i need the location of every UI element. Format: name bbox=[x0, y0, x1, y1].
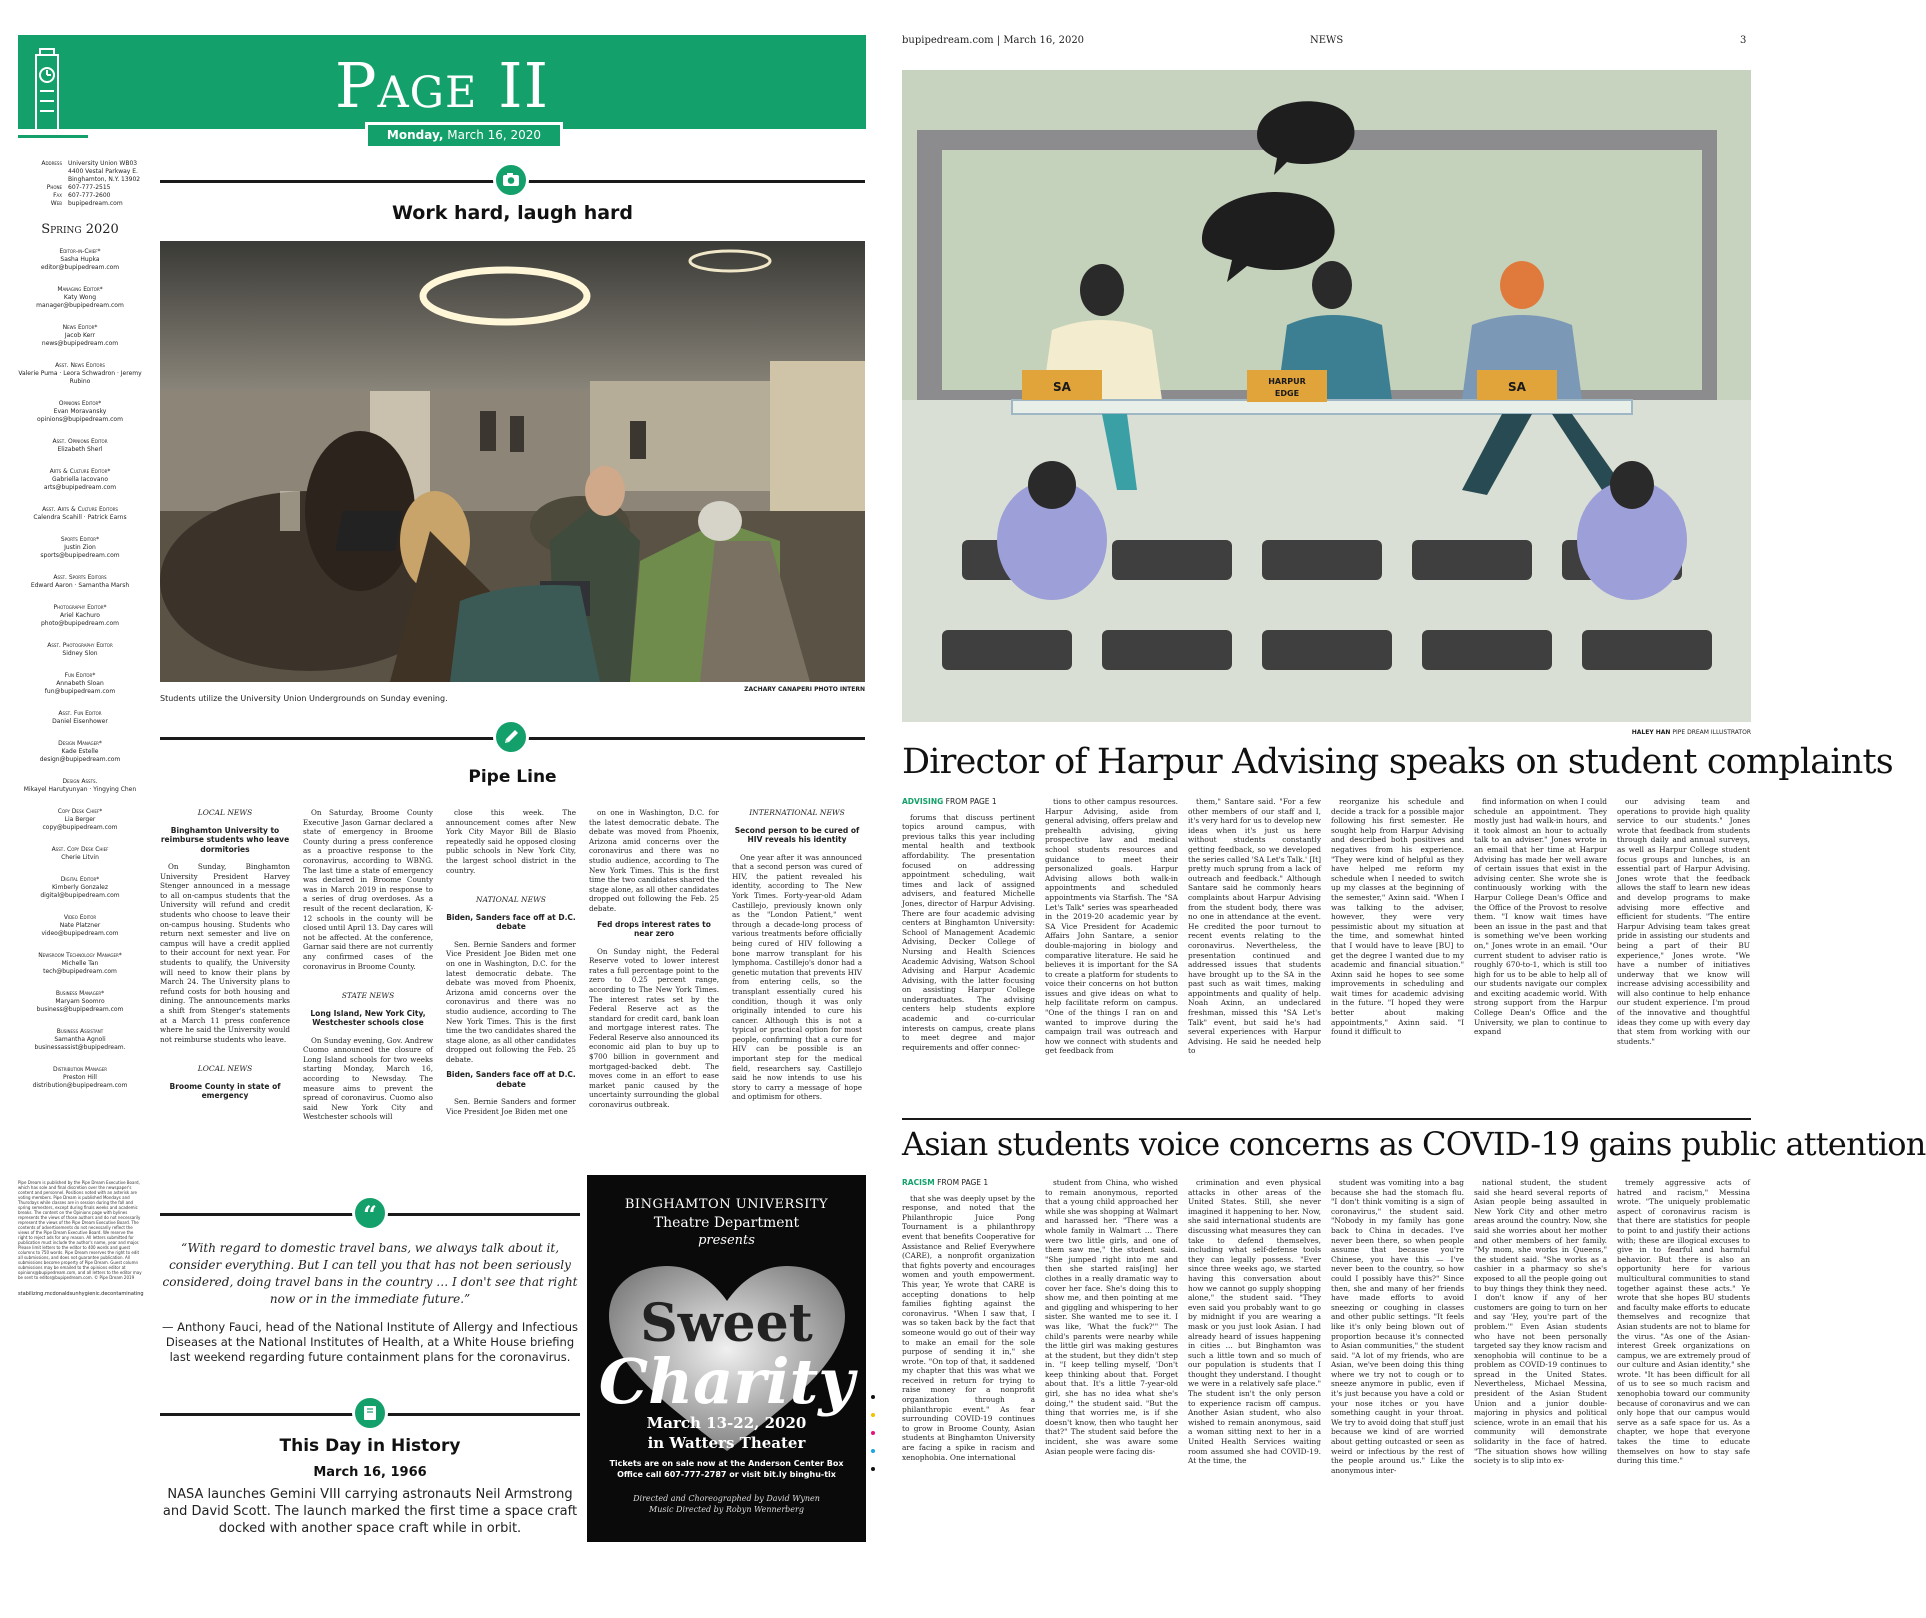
quote-text: “With regard to domestic travel bans, we always talk about it, consider everything. But I can tell you that has not been seriously considered, doing travel bans in the country … I don't see that right now or in the immediate future.” bbox=[162, 1241, 578, 1306]
staff-roles bbox=[18, 248, 142, 1090]
story1-headline: Director of Harpur Advising speaks on student complaints bbox=[902, 742, 1893, 782]
quote-box bbox=[160, 1240, 580, 1365]
sign-right: SA bbox=[1508, 380, 1526, 394]
svg-text:“: “ bbox=[363, 1200, 377, 1229]
staff-role: Design Manager* Kade Estelle design@bupipedream.com bbox=[39, 740, 121, 763]
quote-attribution: — Anthony Fauci, head of the National Institute of Allergy and Infectious Diseases at the National Institutes of Health, at a White House briefing last weekend regarding future containment plans for the coronavirus. bbox=[161, 1320, 579, 1364]
address-line: Phone 607-777-2515 bbox=[46, 184, 111, 191]
folio-section: NEWS bbox=[1310, 35, 1344, 46]
page-title: Page II bbox=[334, 49, 550, 122]
staff-role: News Editor* Jacob Kerr news@bupipedream.com bbox=[41, 324, 119, 347]
staff-role: Distribution Manager Preston Hill distribution@bupipedream.com bbox=[32, 1066, 128, 1089]
staff-role: Photography Editor* Ariel Kachuro photo@bupipedream.com bbox=[41, 604, 119, 627]
address-line: Binghamton, N.Y. 13902 bbox=[68, 176, 141, 183]
staff-role: Sports Editor* Justin Zion sports@bupipedream.com bbox=[40, 536, 120, 559]
ad-credits: Directed and Choreographed by David Wynen Music Directed by Robyn Wennerberg bbox=[633, 1494, 820, 1514]
advising-illustration bbox=[902, 70, 1751, 722]
masthead bbox=[18, 35, 866, 143]
story-divider bbox=[902, 1118, 1751, 1120]
staff-role: Newsroom Technology Manager* Michelle Tan tech@bupipedream.com bbox=[38, 952, 122, 975]
camera-icon bbox=[493, 162, 529, 198]
sign-left: SA bbox=[1053, 380, 1071, 394]
staff-role: Editor-in-Chief* Sasha Hupka editor@bupipedream.com bbox=[40, 248, 120, 271]
story2-jump: RACISM FROM PAGE 1 bbox=[902, 1178, 989, 1187]
staff-role: Design Assts. Mikayel Harutyunyan · Yingying Chen bbox=[23, 778, 137, 793]
story2-headline: Asian students voice concerns as COVID-19 gains public attention bbox=[902, 1125, 1926, 1163]
history-date: March 16, 1966 bbox=[313, 1465, 427, 1480]
pipeline-col-2: On Saturday, Broome County Executive Jason Garnar declared a state of emergency in Broome County during a press conference as a proactive response to the coronavirus, according to WBNG. The last time a state of emergency was declared in Broome County was in March 2019 in response to a series of drug overdoses. As a result of the recent declaration, K-12 schools in the county will be closed until April 13. Day cares will not be affected. At the conference, Garnar said there are not currently any confirmed cases of the coronavirus in Broome County. STATE NEWS Long Island, New York City, Westchester schools close On Sunday evening, Gov. Andrew Cuomo announced the closure of Long Island schools for two weeks starting Monday, March 16, according to Newsday. The measure aims to prevent the spread of coronavirus. Cuomo also said New York City and Westchester schools will bbox=[303, 808, 433, 1122]
photo-caption: Students utilize the University Union Undergrounds on Sunday evening. bbox=[160, 694, 448, 703]
staff-footer: stabilizing.mcdonalds unhygienic.decontaminating bbox=[18, 1291, 144, 1297]
illustration-credit: HALEY HAN PIPE DREAM ILLUSTRATOR bbox=[1631, 729, 1751, 736]
pipeline-columns bbox=[160, 808, 865, 1160]
pipeline-col-3: close this week. The announcement comes after New York City Mayor Bill de Blasio repeatedly said he opposed closing public schools in New York City, the largest school district in the country. NATIONAL NEWS Biden, Sanders face off at D.C. debate Sen. Bernie Sanders and former Vice President Joe Biden met one on one in Washington, D.C. for the latest democratic debate. The debate was moved from Phoenix, Arizona amid concerns over the coronavirus and there was no studio audience, according to The New York Times. This is the first time the two candidates shared the stage alone, as all other candidates dropped out following the Feb. 25 debate. Biden, Sanders face off at D.C. debate Sen. Bernie Sanders and former Vice President Joe Biden met one bbox=[446, 808, 576, 1117]
sweet-charity-ad: BINGHAMTON UNIVERSITY Theatre Department presents Sweet Charity March 13-22, 2020 in Watters Theater Tickets are on sale now at the Anderson Center Box Office call 607-777-2787 or visit bit.ly binghu-tix Directed and Choreographed by David Wynen Music Directed by Robyn Wennerberg bbox=[587, 1175, 866, 1542]
pipeline-col-1: LOCAL NEWS Binghamton University to reimburse students who leave dormitories On Sunday, Binghamton University President Harvey Stenger announced in a message to all on-campus students that the University will refund and credit students who choose to leave their on-campus housing. Students who return next semester and live on campus will have a credit applied to their account for next year. For students to qualify, the University will need to know their plans by March 24. The University plans to refund costs for both housing and dining. The announcements marks a shift from Stenger's statements at a March 11 press conference where he said the University would not reimburse students who leave. LOCAL NEWS Broome County in state of emergency bbox=[160, 808, 290, 1101]
staff-role: Fun Editor* Annabeth Sloan fun@bupipedream.com bbox=[44, 672, 116, 695]
staff-role: Asst. Opinions Editor Elizabeth Sherl bbox=[52, 438, 108, 453]
address-line: Fax 607-777-2600 bbox=[53, 192, 111, 199]
staff-role: Video Editor Nate Platzner video@bupipedream.com bbox=[41, 914, 119, 937]
photo-headline: Work hard, laugh hard bbox=[391, 202, 634, 224]
season-label: Spring 2020 bbox=[41, 222, 119, 237]
photo-credit: ZACHARY CANAPERI PHOTO INTERN bbox=[744, 686, 865, 693]
ad-tickets: Tickets are on sale now at the Anderson Center Box Office call 607-777-2787 or visit bit.ly binghu-tix bbox=[609, 1459, 844, 1479]
staff-box bbox=[18, 160, 142, 1298]
address-line: Address University Union WB03 bbox=[41, 160, 138, 167]
address-block bbox=[18, 160, 142, 208]
pencil-icon bbox=[493, 719, 529, 755]
svg-text:HARPUR: HARPUR bbox=[1268, 377, 1306, 386]
book-icon bbox=[352, 1395, 388, 1431]
ad-show-title-1: Sweet bbox=[640, 1293, 813, 1354]
pipeline-headline: Pipe Line bbox=[468, 767, 557, 787]
staff-role: Business Assistant Samantha Agnoli businessassist@bupipedream. bbox=[34, 1028, 126, 1051]
history-text: NASA launches Gemini VIII carrying astronauts Neil Armstrong and David Scott. The launch marked the first time a space craft docked with another space craft while in orbit. bbox=[162, 1487, 578, 1536]
staff-role: Asst. Arts & Culture Editors Calendra Scahill · Patrick Earns bbox=[33, 506, 127, 521]
history-box bbox=[160, 1436, 580, 1537]
address-line: Web bupipedream.com bbox=[50, 200, 123, 207]
staff-role: Copy Desk Chief* Lia Berger copy@bupipedream.com bbox=[42, 808, 118, 831]
staff-role: Opinions Editor* Evan Moravansky opinions@bupipedream.com bbox=[37, 400, 123, 423]
right-page bbox=[880, 0, 1926, 1618]
quote-icon bbox=[352, 1195, 388, 1231]
history-headline: This Day in History bbox=[279, 1436, 461, 1456]
story1-jump: ADVISING FROM PAGE 1 bbox=[902, 797, 997, 806]
masthead-date: Monday, March 16, 2020 bbox=[365, 122, 563, 149]
ad-dates: March 13-22, 2020 in Watters Theater bbox=[646, 1414, 807, 1452]
staff-role: Asst. Copy Desk Chief Cherie Litvin bbox=[51, 846, 109, 861]
ad-show-title-2: Charity bbox=[598, 1345, 855, 1418]
publication-notice: Pipe Dream is published by the Pipe Dream Executive Board, which has sole and final discretion over the newspaper's content and personnel. Positions noted with an asterisk are voting members. Pipe Dream is published Mondays and Thursdays while classes are in session during the fall and spring semesters, except during finals weeks and academic breaks. The content on the Opinions page with bylines represents the views of those authors and do not necessarily represent the views of the Pipe Dream Executive Board. The contents of advertisements do not necessarily reflect the views of the Pipe Dream Executive Board. We reserve the right to reject ads for any reason. All letters submitted for publication must include the author's name, year and major. Please limit letters to the editor to 400 words and guest columns to 750 words. Pipe Dream reserves the right to edit all submissions, and does not guarantee publication. All submissions become property of Pipe Dream. Guest column submissions may be emailed to the opinions editor at opinions@bupipedream.com, and all letters to the editor may be sent to editor@bupipedream.com. © Pipe Dream 2019 bbox=[18, 1180, 142, 1280]
staff-role: Arts & Culture Editor* Gabriella Iacovano arts@bupipedream.com bbox=[43, 468, 117, 491]
pipeline-col-5: INTERNATIONAL NEWS Second person to be cured of HIV reveals his identity One year after it was announced that a second person was cured of HIV, the patient revealed his identity, according to The New York Times. Forty-year-old Adam Castillejo, previously known only as the "London Patient," went through a decade-long process of various treatments before officially being cured of HIV following a bone marrow transplant for his lymphoma. Castillejo's donor had a genetic mutation that prevents HIV from entering cells, so the transplant essentially cured his condition, though it was only originally intended to cure his cancer. Although this is not a typical or practical option for most people, confirming that a cure for HIV can be possible is an important step for the medical field, researchers say. Castillejo said he now intends to use his story to carry a message of hope and optimism for others. bbox=[732, 808, 862, 1102]
union-photo bbox=[160, 241, 865, 682]
pipeline-col-4: on one in Washington, D.C. for the latest democratic debate. The debate was moved from Phoenix, Arizona amid concerns over the coronavirus and there was no studio audience, according to The New York Times. This is the first time the two candidates shared the stage alone, as all other candidates dropped out following the Feb. 25 debate. Fed drops interest rates to near zero On Sunday night, the Federal Reserve voted to lower interest rates a full percentage point to the zero to 0.25 percent range, according to The New York Times. The interest rates set by the Federal Reserve act as the standard for credit card, bank loan and mortgage interest rates. The Federal Reserve also announced its economic aid plan to buy up to $700 billion in government and mortgaged-backed debt. The moves come in an effort to ease market panic caused by the uncertainty surrounding the global coronavirus outbreak. bbox=[589, 808, 719, 1110]
staff-role: Asst. News Editors Valerie Puma · Leora Schwadron · Jeremy Rubino bbox=[18, 362, 142, 385]
left-page bbox=[0, 0, 880, 1618]
staff-role: Managing Editor* Katy Wong manager@bupipedream.com bbox=[36, 286, 124, 309]
staff-role: Digital Editor* Kimberly Gonzalez digital@bupipedream.com bbox=[40, 876, 120, 899]
staff-role: Asst. Sports Editors Edward Aaron · Samantha Marsh bbox=[30, 574, 130, 589]
svg-text:EDGE: EDGE bbox=[1274, 389, 1300, 398]
story1-body: ADVISING FROM PAGE 1 forums that discuss pertinent topics around campus, with previous talks this year including mental health and textbook affordability. The presentation focused on addressing appointment scheduling, wait times and lack of assigned advisers, and featured Michelle Jones, director of Harpur Advising. There are four academic advising centers at Binghamton University: School of Management Academic Advising, Decker College of Nursing and Health Sciences Academic Advising, Watson School Advising and Harpur Academic Advising, with the latter focusing on assisting Harpur College undergraduates. The advising centers help students explore academic and co-curricular interests on campus, create plans to meet degree and major requirements and offer connec- tions to other campus resources. Harpur Advising, aside from general advising, offers prelaw and prehealth advising, giving prospective law and medical school students resources and guidance to meet their personalized goals. Harpur Advising allows both walk-in appointments and scheduled appointments via Starfish. The "SA Let's Talk" series was spearheaded in the 2019-20 academic year by SA Vice President for Academic Affairs John Santare, a senior double-majoring in biology and comparative literature. He said he believes it is important for the SA to create a platform for students to voice their concerns on hot button issues and give ideas on what to help facilitate reform on campus. "One of the things I ran on and wanted to improve during the campaign trail was outreach and how we connect with students and get feedback from them," Santare said. "For a few other members of our staff and I, it's very hard for us to develop new ideas when it's just us here without students constantly getting feedback, so we developed the series called 'SA Let's Talk.' [It] pretty much sprung from a lack of outreach and feedback." Although Santare said he commonly hears complaints about Harpur Advising from the student body, there was no one in attendance at the event. He credited the poor turnout to recent events relating to the coronavirus. Nevertheless, the presentation continued and addressed issues that students have brought up to the SA in the past such as wait times, making appointments and quality of help. Noah Axinn, an undeclared freshman, missed this "SA Let's Talk" event, but said he's had several experiences with Harpur Advising. He said he needed help to reorganize his schedule and decide a track for a possible major following his first semester. He sought help from Harpur Advising and described both positives and negatives from his experience. "They were kind of helpful as they have helped me reform my schedule when I needed to switch up my classes at the beginning of the semester," Axinn said. "When I was talking to the adviser, however, they were very pessimistic about my situation at the time, and somewhat hinted that I would have to leave [BU] to get the degree I wanted due to my academic and financial situation." Axinn said he hopes to see some improvements in scheduling and wait times for academic advising in the future. "I hoped they were better about making appointments," Axinn said. "I found it difficult to find information on when I could schedule an appointment. They mostly just had walk-in hours, and it took almost an hour to actually talk to an adviser." Jones wrote in an email that her time at Harpur Advising has made her well aware of certain issues that exist in the advising center. She wrote she is continuously working with the Harpur College Dean's Office and the Office of the Provost to resolve them. "I know wait times have been an issue in the past and that is something we've been working on," Jones wrote in an email. "Our current student to adviser ratio is roughly 670-to-1, which is still too high for us to be able to help all of our students navigate our complex and exciting academic world. With strong support from the Harpur College Dean's Office and the University, we plan to continue to expand our advising team and operations to provide high quality service to our students." Jones wrote that feedback from students through daily and annual surveys, as well as Harpur College student focus groups and lunches, is an essential part of Harpur Advising. Jones wrote that the feedback allows the staff to learn new ideas and develop programs to make advising more effective and efficient for students. "The entire Harpur Advising team takes great pride in assisting our students and being a part of their BU experience," Jones wrote. "We have a number of initiatives underway that we know will increase advising accessibility and will also continue to help enhance our student experience. I'm proud of the innovative and thoughtful ideas they come up with every day that stem from working with our students." bbox=[902, 797, 1750, 1056]
folio-site: bupipedream.com | March 16, 2020 bbox=[902, 35, 1085, 46]
address-line: 4400 Vestal Parkway E. bbox=[68, 168, 138, 175]
folio-page: 3 bbox=[1740, 35, 1747, 46]
story2-body: RACISM FROM PAGE 1 that she was deeply upset by the response, and noted that the Philanthropic Juice Pong Tournament is a philanthropy event that benefits Cooperative for Assistance and Relief Everywhere (CARE), a nonprofit organization that fights poverty and encourages women and youth empowerment. This year, Ye wrote that CARE is accepting donations to help families fighting against the coronavirus. "When I saw that, I was so taken back by the fact that someone would go out of their way to make an email for the sole purpose of sending it in," she wrote. "On top of that, it saddened my chapter that this was what we received in return for trying to raise money for a nonprofit organization through a philanthropic event." As fear surrounding COVID-19 continues to grow in Broome County, Asian students at Binghamton University are facing a spike in racism and xenophobia. One international student from China, who wished to remain anonymous, reported that a young child approached her while she was shopping at Walmart and harassed her. "There was a whole family in Walmart … There were two little girls, and one of them saw me," the student said. "She jumped right into me and then she started rais[ing] her clothes in a really dramatic way to cover her face. She's doing this to show me, and then pointing at me and giggling and whispering to her sister. She wanted me to see it. I was like, 'What the fuck?'" The child's parents were nearby while the little girl was making gestures at the student, but they didn't step in. "I keep telling myself, 'Don't keep thinking about that. Forget about that. It's a little 7-year-old girl, she has no idea what she's doing,'" the student said. "But the thing that worries me, is if she doesn't know, then who taught her that?" The student said before the incident, she was aware some Asian people were facing dis- crimination and even physical attacks in other areas of the United States. Still, she never imagined it happening to her. Now, she said international students are discussing what measures they can take to defend themselves, including what self-defense tools they can legally possess. "Ever since three weeks ago, we started having this conversation about how we cannot go supply shopping alone," the student said. "They even said you probably want to go by midnight if you are wearing a mask or you just look Asian. I had already heard of issues happening in cities … but Binghamton was such a little town and so much of our population is students that I thought they understand. I thought we were in a relatively safe place." The student isn't the only person to experience racism off campus. Another Asian student, who also wished to remain anonymous, said a woman sitting next to her in a United Health Services waiting room assumed she had COVID-19. At the time, the student was vomiting into a bag because she had the stomach flu. "I don't think vomiting is a sign of coronavirus," the student said. "Nobody in my family has gone back to China in decades. I've never been there, so when people assume that because you're Chinese, you have this — I've never been to the country, so how could I possibly have this?" Since then, she and many of her friends have made efforts to avoid sneezing or coughing in classes and other public settings. "It feels like it's only being blown out of proportion because it's connected to Asian communities," the student said. "A lot of my friends, who are Asian, we've been doing this thing where we try not to cough or to sneeze anymore in public, even if it's just because you have a cold or your nose itches or you have something caught in your throat. We try to avoid doing that stuff just because we kind of are worried about getting outcasted or seen as weird or infectious by the rest of the people around us." Like the anonymous inter- national student, the student said she heard several reports of Asian people being assaulted in New York City and other metro areas around the country. Now, she said she worries about her mother and other members of her family. "My mom, she works in Queens," the student said. "She works as a cashier in a pharmacy so she's exposed to all the people going out to buy things they think they need. I don't know if any of her customers are going to turn on her and say 'Hey, you're part of the problem.'" Even Asian students who have not been personally targeted say they know racism and xenophobia will continue to be a problem as COVID-19 continues to spread in the United States. Nevertheless, Michael Messina, president of the Asian Student Union and a junior double-majoring in physics and political science, wrote in an email that his community will demonstrate solidarity in the face of hatred. "The situation shows how willing society is to slip into ex- tremely aggressive acts of hatred and racism," Messina wrote. "The uniquely problematic aspect of coronavirus racism is that there are statistics for people to point to and justify their actions with; these are illogical excuses to give in to fearful and harmful behavior. But there is also an opportunity here for various multicultural communities to stand together against these acts." Ye wrote that she hopes BU students and faculty make efforts to educate themselves and recognize that Asian students are not to blame for the virus. "As one of the Asian-interest Greek organizations on campus, we are extremely proud of our culture and Asian identity," she wrote. "It has been difficult for all of us to see so much racism and xenophobia toward our community because of coronavirus and we can only hope that our campus would serve as a safe space for us. As a chapter, we hope that everyone takes the time to educate themselves on how to stay safe during this time." bbox=[902, 1178, 1751, 1475]
staff-role: Asst. Fun Editor Daniel Eisenhower bbox=[52, 710, 108, 725]
staff-role: Business Manager* Maryam Soomro business@bupipedream.com bbox=[36, 990, 124, 1013]
staff-role: Asst. Photography Editor Sidney Slon bbox=[47, 642, 113, 657]
